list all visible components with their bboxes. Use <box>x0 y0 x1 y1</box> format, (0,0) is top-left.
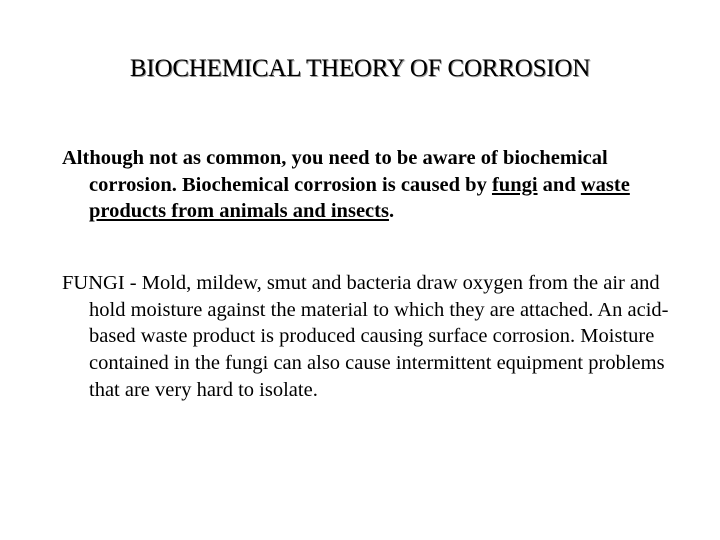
slide-title: BIOCHEMICAL THEORY OF CORROSION <box>129 55 591 82</box>
intro-text-part2: and <box>537 173 581 196</box>
intro-text-part1: Although not as common, you need to be aware of biochemical corrosion. Biochemical corrosion is caused by <box>62 147 608 196</box>
intro-text-part3: . <box>388 200 395 223</box>
fungi-paragraph <box>62 270 699 404</box>
fungi-description: - Mold, mildew, smut and bacteria draw oxygen from the air and hold moisture against the material to which they are attached. An acid-based waste product is produced causing surface corrosion. Moisture contained in the fungi can also cause intermittent equipment problems that are very hard to isolate. <box>89 272 669 401</box>
intro-paragraph <box>62 145 699 225</box>
waste-products-underlined-term: waste products from animals and insects <box>89 173 630 223</box>
fungi-underlined-term: fungi <box>491 173 538 196</box>
fungi-heading: FUNGI <box>62 272 125 294</box>
